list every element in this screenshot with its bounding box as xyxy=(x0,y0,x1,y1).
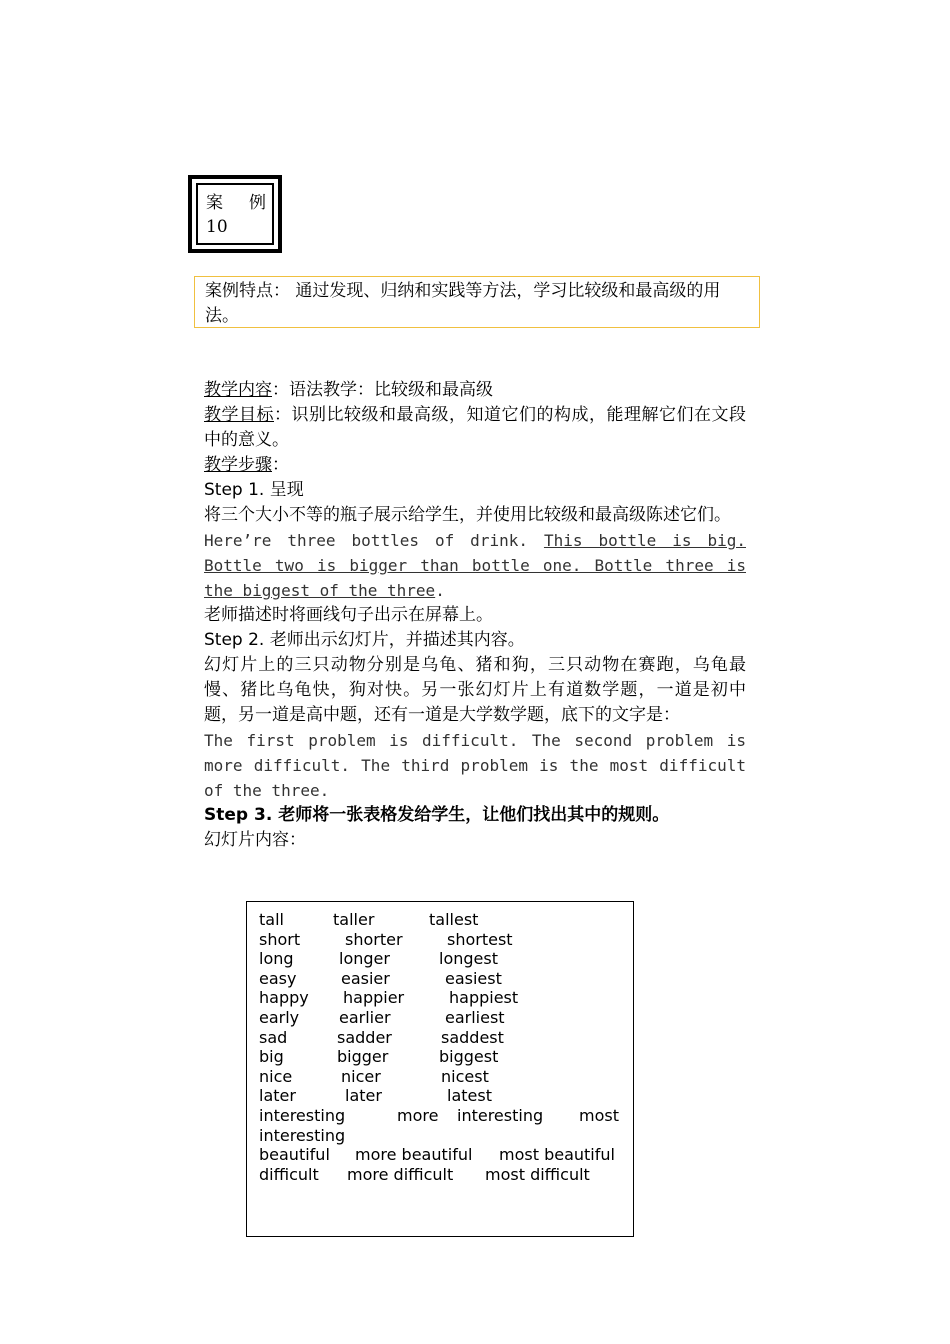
table-cell: beautiful xyxy=(259,1145,330,1165)
teaching-goal-text: ：识别比较级和最高级，知道它们的构成，能理解它们在文段中的意义。 xyxy=(204,405,746,450)
table-cell: bigger xyxy=(337,1047,389,1067)
table-cell: early xyxy=(259,1008,300,1027)
slide-content-label: 幻灯片内容： xyxy=(204,830,306,850)
table-cell: more difficult xyxy=(347,1164,454,1184)
case-label-line xyxy=(206,191,266,215)
table-cell: happy xyxy=(259,988,309,1008)
table-cell: most beautiful xyxy=(499,1145,615,1165)
step2-title-en: Step 2. xyxy=(204,630,265,650)
step1-title-en: Step 1. xyxy=(204,480,265,500)
step1-english-underlined: This bottle is big. Bottle two is bigger than bottle one. Bottle three is the biggest of the three xyxy=(204,531,746,600)
comparison-table-box xyxy=(246,901,634,1237)
table-cell: sad xyxy=(259,1027,288,1047)
case-number: 10 xyxy=(206,217,228,237)
teaching-content-text: ：语法教学：比较级和最高级 xyxy=(272,380,493,400)
table-cell: tall xyxy=(259,910,284,929)
case-number-box xyxy=(188,175,282,253)
table-cell: more xyxy=(397,1106,439,1125)
step2-english-text: The first problem is difficult. The second problem is more difficult. The third problem is the most difficult of the three. xyxy=(204,731,746,800)
table-row xyxy=(259,1145,623,1165)
case-char-2: 例 xyxy=(249,193,266,213)
table-row xyxy=(259,988,623,1008)
table-cell: earlier xyxy=(339,1008,391,1027)
table-cell: later xyxy=(345,1086,382,1106)
table-cell: longer xyxy=(339,949,390,969)
table-row xyxy=(259,1086,623,1106)
table-cell: interesting xyxy=(457,1106,544,1125)
table-cell: earliest xyxy=(445,1008,505,1027)
teaching-content-line xyxy=(204,378,746,403)
table-cell: later xyxy=(259,1086,296,1106)
table-cell: saddest xyxy=(441,1027,504,1047)
step1-english-text xyxy=(204,528,746,603)
table-cell: nicest xyxy=(441,1066,489,1086)
table-cell: most difficult xyxy=(485,1164,590,1184)
step2-title-cn: 老师出示幻灯片，并描述其内容。 xyxy=(264,630,525,650)
table-row xyxy=(259,910,623,930)
table-cell: most xyxy=(579,1106,619,1125)
step1-title-cn: 呈现 xyxy=(264,480,304,500)
table-row xyxy=(259,1047,623,1067)
table-cell: easier xyxy=(341,968,390,988)
table-cell: biggest xyxy=(439,1047,499,1067)
case-feature-box: 案例特点： 通过发现、归纳和实践等方法，学习比较级和最高级的用法。 xyxy=(194,276,760,328)
table-cell: tallest xyxy=(429,910,479,929)
teaching-steps-label: 教学步骤 xyxy=(204,455,272,475)
case-number-inner xyxy=(196,183,274,245)
table-cell: easy xyxy=(259,968,297,988)
table-row xyxy=(259,1067,623,1087)
table-cell: happier xyxy=(343,988,405,1008)
table-row xyxy=(259,1126,623,1146)
teaching-goal-label: 教学目标 xyxy=(204,405,274,425)
table-cell: sadder xyxy=(337,1027,392,1047)
table-cell: shortest xyxy=(447,929,513,949)
table-cell: nicer xyxy=(341,1066,381,1086)
table-row xyxy=(259,1008,623,1028)
teaching-goal-line xyxy=(204,403,746,453)
table-cell: taller xyxy=(333,910,375,929)
lesson-content xyxy=(204,378,746,853)
step1-english-plain: Here’re three bottles of drink. xyxy=(204,531,544,550)
table-cell: shorter xyxy=(345,929,403,949)
table-cell: nice xyxy=(259,1066,293,1086)
table-cell: interesting xyxy=(259,1125,346,1145)
step1-note: 老师描述时将画线句子出示在屏幕上。 xyxy=(204,605,493,625)
teaching-steps-colon: ： xyxy=(272,455,289,475)
table-cell: short xyxy=(259,929,301,949)
table-row xyxy=(259,1165,623,1185)
table-cell: more beautiful xyxy=(355,1145,473,1165)
table-cell: latest xyxy=(447,1086,492,1106)
step1-description: 将三个大小不等的瓶子展示给学生，并使用比较级和最高级陈述它们。 xyxy=(204,505,731,525)
step3-heading: Step 3. 老师将一张表格发给学生，让他们找出其中的规则。 xyxy=(204,805,670,825)
table-cell: difficult xyxy=(259,1164,319,1184)
step1-english-end: . xyxy=(435,581,445,600)
table-cell: longest xyxy=(439,949,498,969)
table-cell: happiest xyxy=(449,988,519,1008)
table-cell: easiest xyxy=(445,968,502,988)
case-char-1: 案 xyxy=(206,193,223,213)
table-row xyxy=(259,1028,623,1048)
table-row xyxy=(259,969,623,989)
teaching-steps-line xyxy=(204,453,746,478)
table-row xyxy=(259,949,623,969)
step1-heading xyxy=(204,478,746,503)
table-cell: big xyxy=(259,1047,284,1067)
step2-description: 幻灯片上的三只动物分别是乌龟、猪和狗，三只动物在赛跑，乌龟最慢、猪比乌龟快，狗对快。另一张幻灯片上有道数学题，一道是初中题，另一道是高中题，还有一道是大学数学题，底下的文字是： xyxy=(204,655,746,725)
teaching-content-label: 教学内容 xyxy=(204,380,272,400)
table-cell: interesting xyxy=(259,1106,346,1125)
table-cell: long xyxy=(259,949,294,969)
table-row xyxy=(259,930,623,950)
step2-heading xyxy=(204,628,746,653)
table-row xyxy=(259,1106,623,1126)
